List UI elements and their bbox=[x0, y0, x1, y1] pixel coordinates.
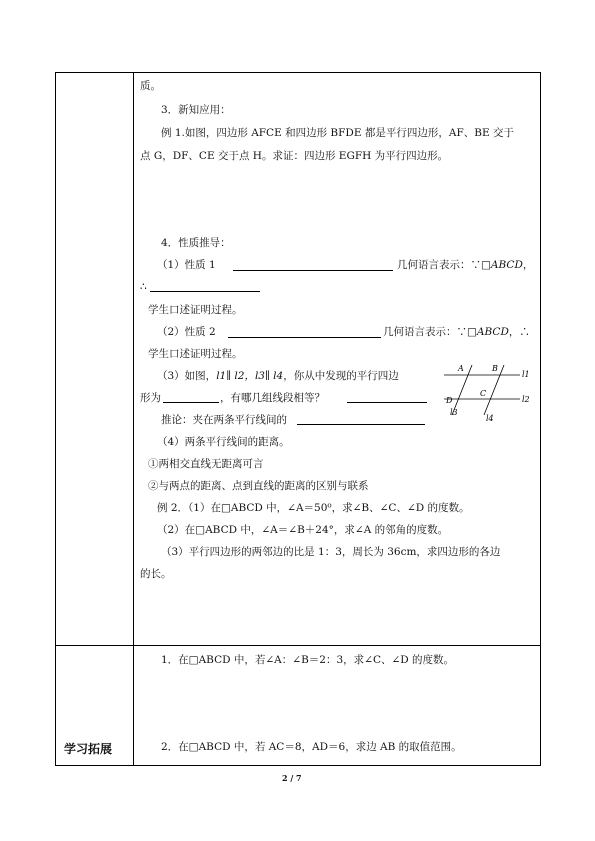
continued-text: 质。 bbox=[140, 80, 161, 92]
point-a-label: A bbox=[458, 364, 464, 373]
item-3-line-1 bbox=[157, 369, 399, 383]
property-1-blank[interactable] bbox=[233, 270, 393, 271]
parallelogram-symbol-icon: □ bbox=[467, 326, 477, 338]
parallelogram-answer-blank[interactable] bbox=[163, 402, 219, 403]
parallelogram-name: ABCD bbox=[490, 259, 523, 271]
study-extension-label: 学习拓展 bbox=[64, 742, 113, 756]
table-border-left bbox=[55, 72, 56, 766]
example-2-part-3-line-2: 的长。 bbox=[140, 568, 172, 580]
parallel-lines-condition: l1∥ l2，l3∥ l4 bbox=[216, 370, 284, 382]
table-border-top bbox=[55, 72, 541, 73]
property-1-geometric bbox=[397, 258, 533, 272]
table-border-bottom bbox=[55, 765, 541, 766]
equal-segments-blank[interactable] bbox=[347, 402, 427, 403]
inference-blank[interactable] bbox=[297, 424, 425, 425]
example-2-part-3-line-1: （3）平行四边形的两邻边的比是 1：3，周长为 36cm，求四边形的各边 bbox=[161, 546, 501, 558]
table-column-divider bbox=[133, 72, 134, 766]
item-3-line-2-start: 形为 bbox=[140, 392, 161, 404]
point-d-label: D bbox=[446, 396, 453, 405]
line-l3-label: l3 bbox=[450, 408, 458, 417]
line-l1-label: l1 bbox=[522, 370, 530, 379]
parallel-lines-figure bbox=[444, 359, 536, 427]
property-1-conclusion-blank[interactable] bbox=[150, 291, 260, 292]
example-2-part-2: （2）在□ABCD 中，∠A＝∠B＋24°，求∠A 的邻角的度数。 bbox=[157, 524, 449, 536]
geo-language-label: 几何语言表示：∵ bbox=[383, 326, 467, 338]
section-new-application: 3．新知应用： bbox=[161, 104, 231, 116]
item-3-intro: （3）如图， bbox=[157, 370, 217, 382]
oral-proof-1: 学生口述证明过程。 bbox=[148, 304, 243, 316]
property-2-label: （2）性质 2 bbox=[157, 326, 216, 338]
point-c-label: C bbox=[480, 389, 487, 398]
note-2: ②与两点的距离、点到直线的距离的区别与联系 bbox=[148, 480, 369, 492]
example-1-line-2: 点 G，DF、CE 交于点 H。求证：四边形 EGFH 为平行四边形。 bbox=[140, 150, 449, 162]
parallelogram-symbol-icon: □ bbox=[481, 259, 491, 271]
note-1: ①两相交直线无距离可言 bbox=[148, 458, 264, 470]
item-4-distance: （4）两条平行线间的距离。 bbox=[157, 436, 290, 448]
comma: ， bbox=[522, 259, 534, 271]
table-border-right bbox=[540, 72, 541, 766]
item-3-line-2-end: ，有哪几组线段相等？ bbox=[220, 392, 325, 404]
property-1-label: （1）性质 1 bbox=[157, 259, 216, 271]
therefore-symbol: ∴ bbox=[140, 281, 147, 293]
item-3-question: ，你从中发现的平行四边 bbox=[283, 370, 399, 382]
extension-question-1: 1．在□ABCD 中，若∠A：∠B＝2：3，求∠C、∠D 的度数。 bbox=[161, 654, 455, 666]
page-number: 2 / 7 bbox=[282, 773, 302, 783]
geo-language-label: 几何语言表示：∵ bbox=[397, 259, 481, 271]
table-row-divider bbox=[55, 645, 541, 646]
example-1-line-1: 例 1.如图，四边形 AFCE 和四边形 BFDE 都是平行四边形，AF、BE 交于 bbox=[161, 127, 514, 139]
property-2-geometric bbox=[383, 325, 530, 339]
property-2-blank[interactable] bbox=[228, 337, 381, 338]
inference-text: 推论：夹在两条平行线间的 bbox=[161, 414, 287, 426]
extension-question-2: 2．在□ABCD 中，若 AC＝8，AD＝6，求边 AB 的取值范围。 bbox=[161, 741, 462, 753]
line-l2-label: l2 bbox=[522, 395, 530, 404]
point-b-label: B bbox=[492, 364, 498, 373]
section-property-derivation: 4．性质推导： bbox=[161, 237, 231, 249]
therefore-text: ，∴ bbox=[508, 326, 530, 338]
example-2-part-1: 例 2．（1）在□ABCD 中，∠A＝50⁰，求∠B、∠C、∠D 的度数。 bbox=[157, 502, 470, 514]
oral-proof-2: 学生口述证明过程。 bbox=[148, 348, 243, 360]
parallelogram-name: ABCD bbox=[476, 326, 509, 338]
line-l4-label: l4 bbox=[486, 414, 494, 423]
